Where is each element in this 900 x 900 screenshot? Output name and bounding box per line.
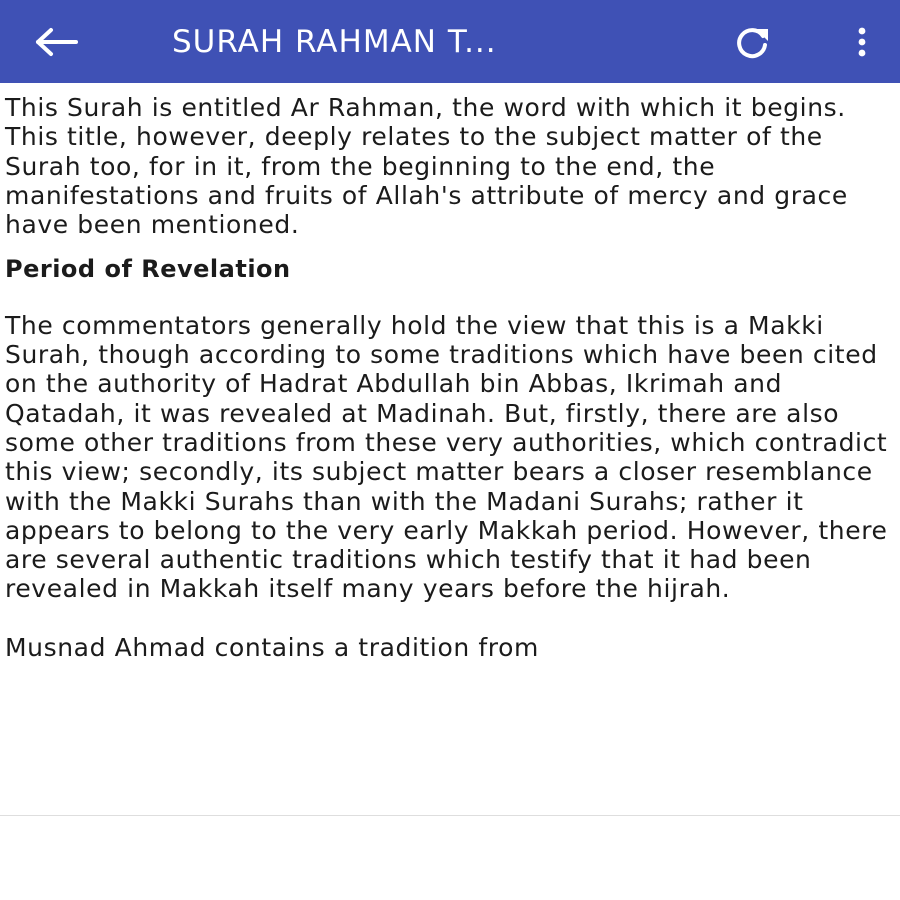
section-heading-period-of-revelation: Period of Revelation xyxy=(5,255,291,284)
intro-paragraph: This Surah is entitled Ar Rahman, the word with which it begins. This title, however, deeply relates to the subject matter of the Surah too, for in it, from the beginning to the end, the manifestations and fruits of Allah's attribute of mercy and grace have been mentioned. xyxy=(5,93,848,240)
refresh-icon xyxy=(732,25,772,59)
revelation-paragraph: The commentators generally hold the view that this is a Makki Surah, though according to some traditions which have been cited on the authority of Hadrat Abdullah bin Abbas, Ikrimah and Qatadah, it was revealed at Madinah. But, firstly, there are also some other traditions from these very authorities, which contradict this view; secondly, its subject matter bears a closer resemblance with the Makki Surahs than with the Madani Surahs; rather it appears to belong to the very early Makkah period. However, there are several authentic traditions which testify that it had been revealed in Makkah itself many years before the hijrah. xyxy=(5,310,888,604)
more-options-button[interactable] xyxy=(842,22,882,62)
arrow-left-icon xyxy=(34,27,78,57)
bottom-blank-area xyxy=(0,816,900,900)
back-button[interactable] xyxy=(30,22,82,62)
musnad-paragraph: Musnad Ahmad contains a tradition from xyxy=(5,632,539,662)
article-content[interactable] xyxy=(0,83,900,815)
more-vertical-icon xyxy=(856,27,868,57)
refresh-button[interactable] xyxy=(728,22,776,62)
page-title: SURAH RAHMAN T... xyxy=(172,24,497,60)
app-bar xyxy=(0,0,900,83)
